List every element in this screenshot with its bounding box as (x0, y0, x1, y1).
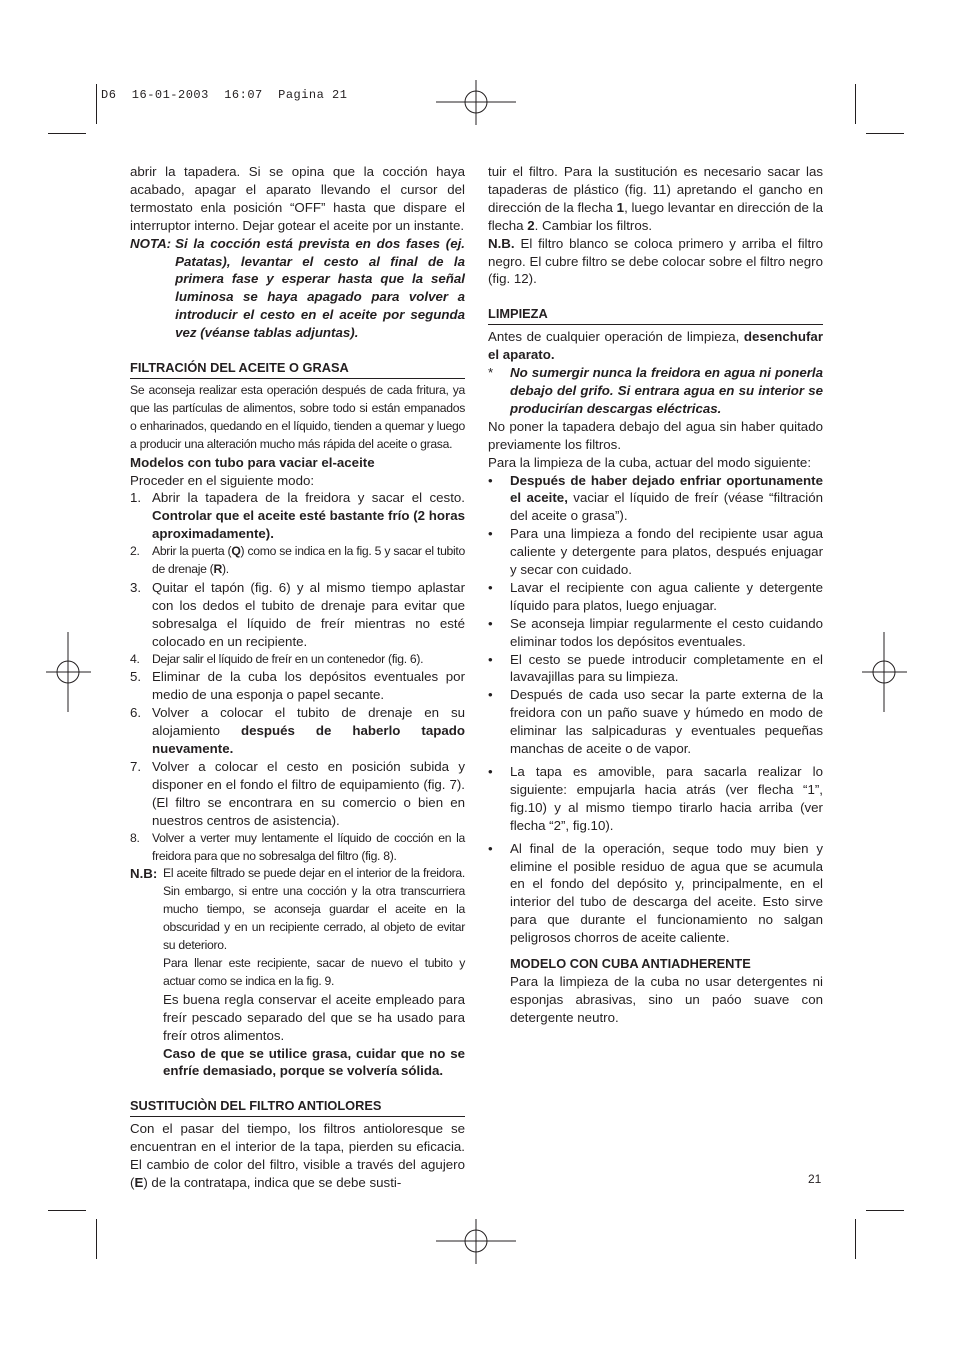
page-number: 21 (808, 1172, 822, 1186)
list-text: Después de cada uso secar la parte externa de la freidora con un paño suave y húmedo en modo de eliminar las salpicaduras y eventuales pequeñas manchas de aceite o de vapor. (510, 687, 823, 757)
list-number: 1. (130, 490, 142, 506)
nb-content (163, 865, 465, 1080)
step-emphasis: después de haberlo tapado nuevamente. (152, 723, 465, 757)
crop-mark (855, 1219, 856, 1259)
nb-text: El filtro blanco se coloca primero y arriba el filtro negro. El cubre filtro se debe colocar sobre el filtro negro (fig. 12). (488, 235, 823, 287)
list-item (488, 686, 823, 758)
crop-mark (866, 133, 904, 134)
nb-label: N.B. (488, 235, 515, 251)
list-item (130, 830, 465, 866)
nota-label: NOTA: (130, 235, 172, 251)
sust-text: Con el pasar del tiempo, los filtros antioloresque se encuentran en el interior de la tapa, pierden su eficacia. El cambio de color del filtro, visible a través del agujero ( (130, 1121, 465, 1190)
list-number: 5. (130, 669, 142, 685)
list-item (130, 651, 465, 669)
list-item (488, 763, 823, 835)
list-item (488, 615, 823, 651)
list-text: Volver a colocar el cesto en posición subida y disponer en el fondo el filtro de equipamiento (fig. 7). (El filtro se encontrara en su comercio o bien en nuestros centros de asistencia). (152, 759, 465, 828)
section-heading-limpieza: LIMPIEZA (488, 305, 823, 325)
step-text: ) como se indica en la fig. 5 y sacar el tubito de drenaje ( (152, 544, 465, 577)
modelo-heading: MODELO CON CUBA ANTIADHERENTE (510, 956, 751, 972)
nb-text-bold: Caso de que se utilice grasa, cuidar que no se enfríe demasiado, porque se volvería sólida. (163, 1045, 465, 1079)
list-item (130, 579, 465, 651)
step-text: Abrir la puerta ( (152, 544, 232, 559)
nb-block (130, 865, 465, 1080)
section-heading-filtracion: FILTRACIÓN DEL ACEITE O GRASA (130, 359, 465, 379)
list-text: Lavar el recipiente con agua caliente y detergente líquido para platos, luego enjuagar. (510, 579, 823, 613)
proceder-text: Proceder en el siguiente modo: (130, 472, 315, 488)
list-text: Dejar salir el líquido de freír en un contenedor (fig. 6). (152, 651, 424, 666)
bullet: • (488, 472, 493, 488)
step-text: Volver a colocar el tubito de drenaje en su alojamiento (152, 705, 465, 739)
list-number: 7. (130, 759, 142, 774)
nb-label: N.B: (130, 866, 158, 882)
cont-text: tuir el filtro. Para la sustitución es necesario sacar las tapaderas de plástico (fig. 11) apretando el gancho en dirección de la flecha (488, 164, 823, 215)
intro-paragraph: abrir la tapadera. Si se opina que la cocción haya acabado, apagar el aparato llevando el cursor del termostato enla posición “OFF” hasta que dispare el interruptor interno. Dejar gotear el aceite por un instante. (130, 164, 465, 233)
nota-text: Si la cocción está prevista en dos fases (ej. Patatas), levantar el cesto al final de la primera fase y esperar hasta que la señal luminosa se haya apagado para volver a introducir el cesto en el aceite por segunda vez (véanse tablas adjuntas). (175, 235, 465, 341)
cont-text: , luego levantar en dirección de la flecha (488, 199, 823, 233)
registration-mark-icon (436, 1219, 516, 1264)
bullet: • (488, 651, 493, 667)
nb-text: El aceite filtrado se puede dejar en el interior de la freidora. Sin embargo, si entre una cocción y la otra transcurriera mucho tiempo, se aconseja guardar el aceite en la obscuridad y en un recipiente cerrado, al objeto de evitar su deterioro. (163, 866, 465, 953)
list-item (130, 668, 465, 704)
step-text: ). (221, 562, 229, 577)
list-item (488, 840, 823, 947)
asterisk: * (488, 365, 494, 381)
list-number: 2. (130, 544, 140, 559)
list-text: Volver a verter muy lentamente el líquido de cocción en la freidora para que no sobresalga del filtro (fig. 8). (152, 830, 465, 863)
list-text: Eliminar de la cuba los depósitos eventuales por medio de una esponja o papel secante. (152, 669, 465, 703)
list-number: 3. (130, 579, 142, 595)
list-text: Al final de la operación, seque todo muy bien y elimine el posible residuo de agua que se acumula en el fondo del depósito y, principalmente, en el interior del tubo de descarga del aceite. Esto sirve para que durante el funcionamiento no salgan peligrosos chorros de aceite caliente. (510, 840, 823, 946)
modelos-subheading: Modelos con tubo para vaciar el-aceite (130, 454, 375, 470)
left-column (130, 163, 465, 1192)
cont-emphasis: 1 (616, 199, 625, 215)
lim-emphasis: desenchufar el aparato. (488, 329, 823, 363)
registration-mark-icon (46, 632, 91, 712)
filtracion-text: Se aconseja realizar esta operación después de cada fritura, ya que las partículas de alimentos, sobre todo si están empanados o enharinados, quedando en el líquido, tienden a quemar y luego a producir una alteración mucho más rápida del aceite o grasa. (130, 382, 465, 451)
bullet: • (488, 526, 493, 542)
paragraph: Para la limpieza de la cuba, actuar del modo siguiente: (488, 454, 812, 470)
step-text: Abrir la tapadera de la freidora y sacar el cesto. (152, 490, 465, 506)
print-slug: D6 16-01-2003 16:07 Pagina 21 (101, 88, 348, 102)
crop-mark (855, 84, 856, 124)
sust-text: ) de la contratapa, indica que se debe susti- (143, 1174, 402, 1190)
nota-block (130, 235, 465, 342)
crop-mark (96, 1219, 97, 1259)
bullet-text: vaciar el líquido de freír (véase “filtración del aceite o grasa”). (510, 490, 823, 524)
list-item (488, 472, 823, 526)
modelo-block (488, 955, 823, 1027)
bullet: • (488, 764, 493, 779)
list-item (130, 489, 465, 543)
lim-text: Antes de cualquier operación de limpieza, (488, 329, 744, 345)
bullet: • (488, 615, 493, 631)
list-item (488, 525, 823, 579)
bullet: • (488, 579, 493, 595)
list-text (510, 472, 823, 526)
list-item (130, 704, 465, 758)
nb-paragraph (488, 235, 823, 289)
sustitucion-text (130, 1120, 465, 1192)
paragraph: No poner la tapadera debajo del agua sin haber quitado previamente los filtros. (488, 418, 823, 452)
list-item (130, 543, 465, 579)
list-text: Se aconseja limpiar regularmente el cesto cuidando eliminar todos los depósitos eventuales. (510, 615, 823, 649)
list-number: 8. (130, 830, 140, 845)
list-number: 6. (130, 705, 142, 721)
warning-item (488, 364, 823, 418)
right-column (488, 163, 823, 1027)
nb-text: Para llenar este recipiente, sacar de nuevo el tubito y actuar como se indica en la fig. 9. (163, 955, 465, 988)
warning-text: No sumergir nunca la freidora en agua ni ponerla debajo del grifo. Si entrara agua en su interior se producirían descargas eléctricas. (510, 365, 823, 416)
list-text: La tapa es amovible, para sacarla realizar lo siguiente: empujarla hacia atrás (ver flecha “1”, fig.10) y al mismo tiempo tirarlo hacia arriba (ver flecha “2”, fig.10). (510, 764, 823, 833)
list-text (152, 543, 465, 579)
list-text (152, 489, 465, 543)
bullet-emphasis: Después de haber dejado enfriar oportunamente el aceite, (510, 472, 823, 506)
list-text: El cesto se puede introducir completamente en el lavavajillas para su limpieza. (510, 651, 823, 685)
crop-mark (48, 133, 86, 134)
crop-mark (48, 1210, 86, 1211)
list-text: Para una limpieza a fondo del recipiente usar agua caliente y detergente para platos, después enjuagar y secar con cuidado. (510, 526, 823, 578)
step-emphasis: Q (231, 544, 241, 559)
bullet: • (488, 687, 493, 703)
nb-text: Es buena regla conservar el aceite empleado para freír pescado separado del que se ha usado para freír otros alimentos. (163, 991, 465, 1043)
registration-mark-icon (862, 632, 907, 712)
list-text (152, 704, 465, 758)
cont-emphasis: 2 (527, 217, 535, 233)
filter-continuation (488, 163, 823, 235)
registration-mark-icon (436, 80, 516, 125)
modelo-text: Para la limpieza de la cuba no usar detergentes ni esponjas abrasivas, sino un paóo suave con detergente neutro. (510, 973, 823, 1025)
step-emphasis: R (213, 562, 222, 577)
sust-emphasis: E (134, 1174, 144, 1190)
list-item (130, 758, 465, 830)
section-heading-sustitucion: SUSTITUCIÒN DEL FILTRO ANTIOLORES (130, 1097, 465, 1117)
list-number: 4. (130, 651, 140, 666)
list-item (488, 651, 823, 687)
limpieza-intro (488, 328, 823, 364)
cont-text: . Cambiar los filtros. (534, 217, 653, 233)
list-text: Quitar el tapón (fig. 6) y al mismo tiempo aplastar con los dedos el tubito de drenaje para evitar que sobresalga el líquido de freír mientras no esté colocado en un recipiente. (152, 579, 465, 649)
crop-mark (96, 84, 97, 124)
bullet: • (488, 840, 493, 856)
crop-mark (866, 1210, 904, 1211)
step-emphasis: Controlar que el aceite esté bastante frío (2 horas aproximadamente). (152, 508, 465, 542)
list-item (488, 579, 823, 615)
